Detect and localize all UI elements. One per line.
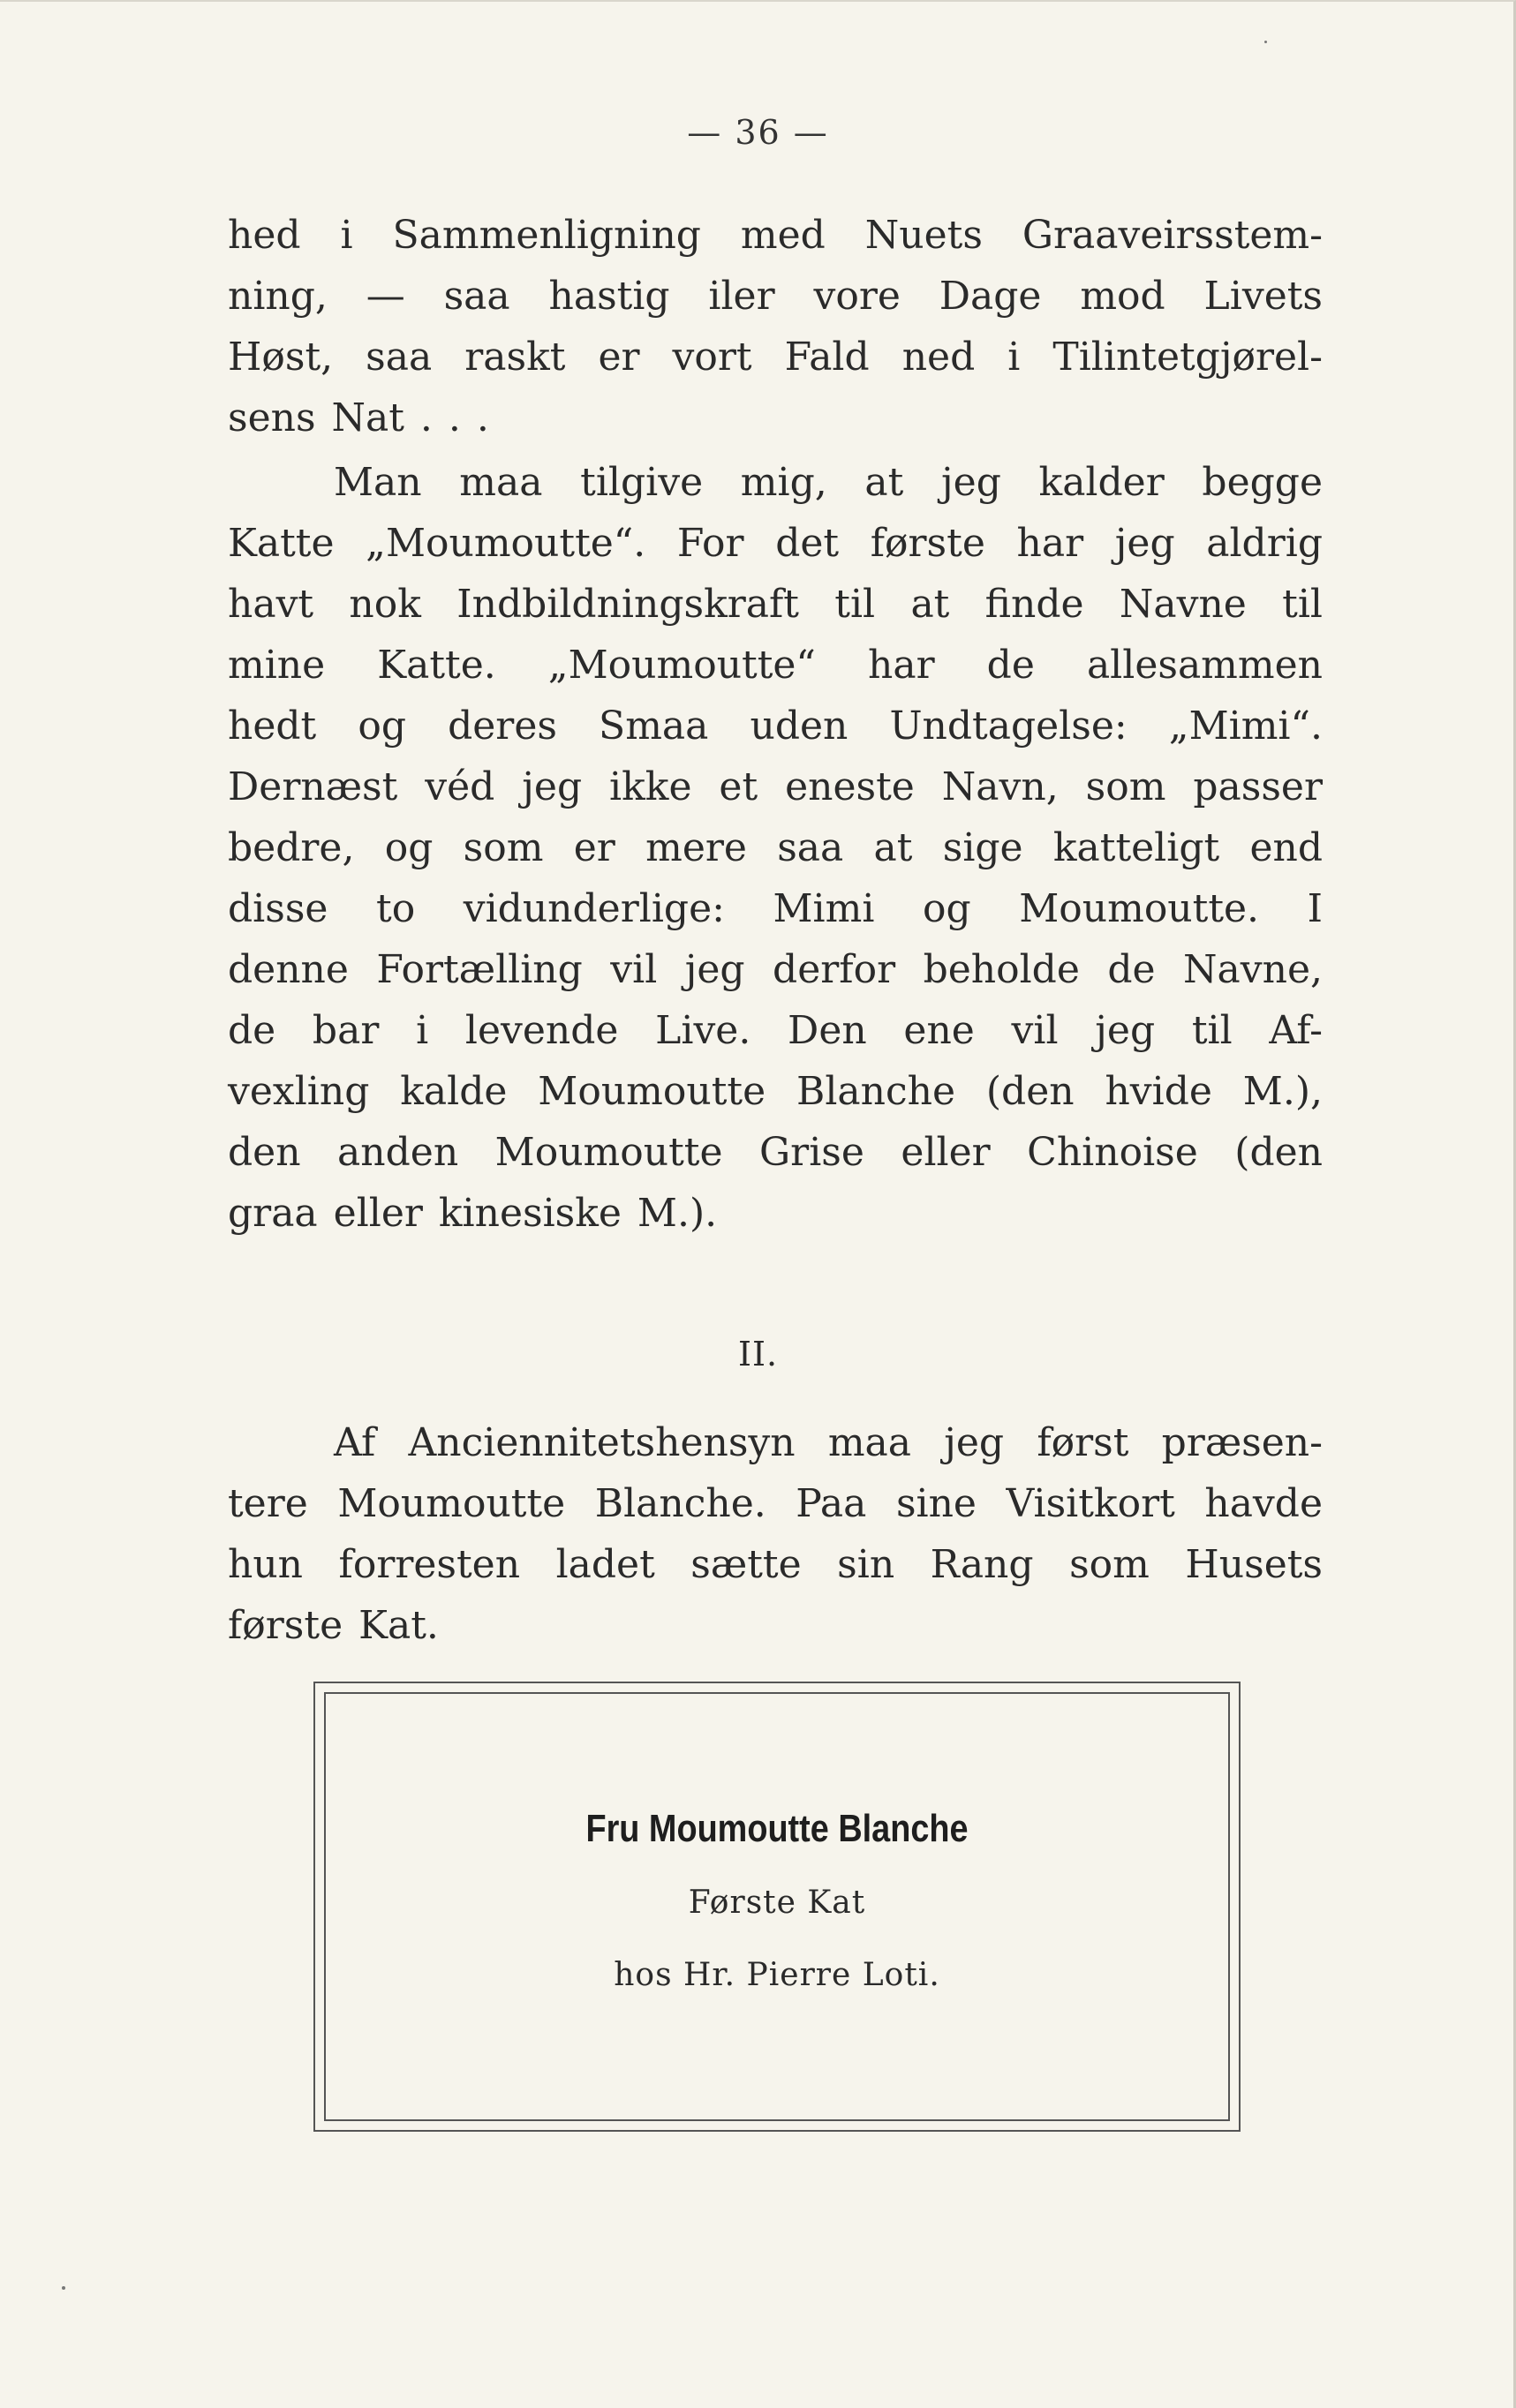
text-line: hedt og deres Smaa uden Undtagelse: „Mimi“.: [228, 704, 1323, 749]
paragraph-2: [228, 452, 1323, 1244]
text-line: ning, — saa hastig iler vore Dage mod Livets: [228, 274, 1323, 319]
text-line: vexling kalde Moumoutte Blanche (den hvide M.),: [228, 1069, 1323, 1114]
text-line: Katte „Moumoutte“. For det første har jeg aldrig: [228, 521, 1323, 566]
text-line: Af Anciennitetshensyn maa jeg først præsen-: [334, 1420, 1323, 1465]
visiting-card: [313, 1682, 1241, 2132]
text-line: disse to vidunderlige: Mimi og Moumoutte. I: [228, 886, 1323, 931]
paragraph-3: [228, 1412, 1323, 1656]
text-line: den anden Moumoutte Grise eller Chinoise (den: [228, 1130, 1323, 1175]
text-line: bedre, og som er mere saa at sige katteligt end: [228, 825, 1323, 870]
paper-speck: [1264, 41, 1267, 43]
text-line: mine Katte. „Moumoutte“ har de allesammen: [228, 643, 1323, 688]
text-line: sens Nat . . .: [228, 395, 489, 440]
card-title: Første Kat: [688, 1885, 866, 1921]
section-heading: II.: [737, 1335, 779, 1373]
text-line: hun forresten ladet sætte sin Rang som Husets: [228, 1542, 1323, 1587]
text-line: tere Moumoutte Blanche. Paa sine Visitkort havde: [228, 1481, 1323, 1526]
text-line: havt nok Indbildningskraft til at finde Navne til: [228, 582, 1323, 627]
card-host: hos Hr. Pierre Loti.: [614, 1957, 940, 1993]
text-line: Høst, saa raskt er vort Fald ned i Tilintetgjørel-: [228, 335, 1323, 380]
text-line: hed i Sammenligning med Nuets Graaveirsstem-: [228, 213, 1323, 258]
paper-speck: [62, 2286, 65, 2290]
paragraph-1: [228, 205, 1323, 448]
text-line: Dernæst véd jeg ikke et eneste Navn, som passer: [228, 764, 1323, 809]
text-line: graa eller kinesiske M.).: [228, 1191, 718, 1236]
card-name: Fru Moumoutte Blanche: [585, 1807, 969, 1850]
text-line: første Kat.: [228, 1603, 439, 1648]
text-line: denne Fortælling vil jeg derfor beholde de Navne,: [228, 947, 1323, 992]
page-number: — 36 —: [687, 113, 829, 152]
text-line: Man maa tilgive mig, at jeg kalder begge: [334, 460, 1323, 505]
text-line: de bar i levende Live. Den ene vil jeg til Af-: [228, 1008, 1323, 1053]
